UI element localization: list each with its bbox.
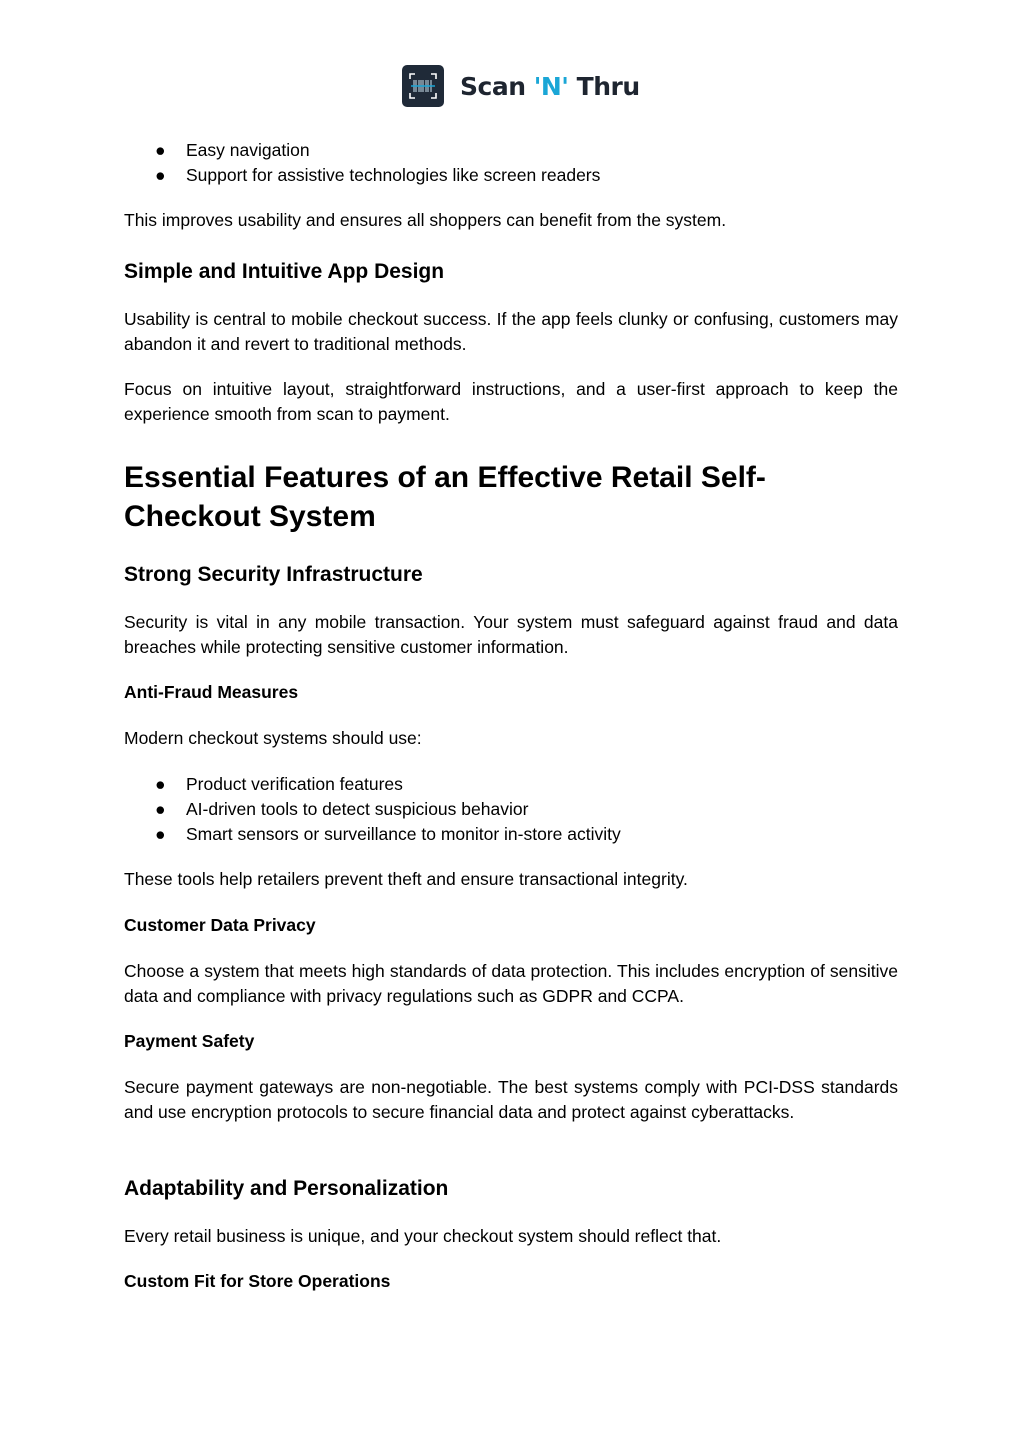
payment-paragraph: Secure payment gateways are non-negotiable. The best systems comply with PCI-DSS standards and use encryption protocols to secure financial data and protect against cyberattacks. <box>124 1077 898 1122</box>
heading-app-design: Simple and Intuitive App Design <box>124 260 445 283</box>
app-design-paragraph-1: Usability is central to mobile checkout success. If the app feels clunky or confusing, customers may abandon it and revert to traditional methods. <box>124 309 898 354</box>
heading-payment-safety: Payment Safety <box>124 1031 255 1051</box>
brand-name-accent: 'N' <box>533 71 569 101</box>
brand-name-part1: Scan <box>460 71 534 101</box>
list-item: ● AI-driven tools to detect suspicious behavior <box>155 799 529 819</box>
heading-data-privacy: Customer Data Privacy <box>124 915 316 935</box>
anti-fraud-list <box>124 772 898 847</box>
barcode-scan-icon <box>402 65 444 107</box>
anti-fraud-closing: These tools help retailers prevent theft and ensure transactional integrity. <box>124 869 688 889</box>
heading-custom-fit: Custom Fit for Store Operations <box>124 1271 391 1291</box>
privacy-paragraph: Choose a system that meets high standards of data protection. This includes encryption of sensitive data and compliance with privacy regulations such as GDPR and CCPA. <box>124 961 898 1006</box>
brand-name-part2: Thru <box>568 71 640 101</box>
brand-name <box>460 72 640 101</box>
security-paragraph: Security is vital in any mobile transaction. Your system must safeguard against fraud and data breaches while protecting sensitive customer information. <box>124 612 898 657</box>
heading-adaptability: Adaptability and Personalization <box>124 1177 449 1200</box>
accessibility-list <box>124 138 898 188</box>
app-design-paragraph-2: Focus on intuitive layout, straightforward instructions, and a user-first approach to keep the experience smooth from scan to payment. <box>124 379 898 424</box>
intro-paragraph: This improves usability and ensures all shoppers can benefit from the system. <box>124 210 727 230</box>
list-item: ● Easy navigation <box>155 140 310 160</box>
adaptability-paragraph: Every retail business is unique, and your checkout system should reflect that. <box>124 1226 722 1246</box>
brand-logo <box>402 65 640 107</box>
anti-fraud-lead: Modern checkout systems should use: <box>124 728 422 748</box>
list-item: ● Product verification features <box>155 774 403 794</box>
heading-essential-features: Essential Features of an Effective Retail Self-Checkout System <box>124 461 766 533</box>
heading-security: Strong Security Infrastructure <box>124 563 423 586</box>
list-item: ● Smart sensors or surveillance to monitor in-store activity <box>155 824 621 844</box>
list-item: ● Support for assistive technologies like screen readers <box>155 165 601 185</box>
heading-anti-fraud: Anti-Fraud Measures <box>124 682 299 702</box>
